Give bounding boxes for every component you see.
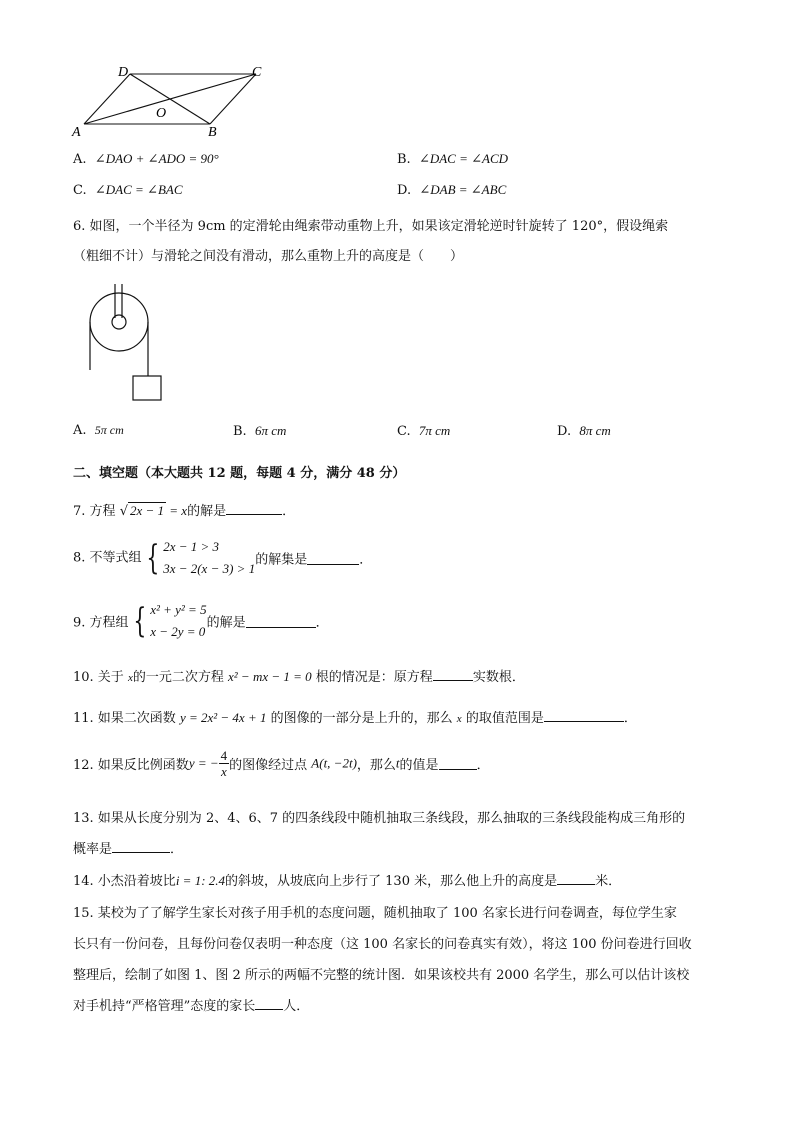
q6-line-1: 6. 如图，一个半径为 9cm 的定滑轮由绳索带动重物上升，如果该定滑轮逆时针旋转了 120°，假设绳索 — [73, 219, 669, 234]
q15-unit: 人． — [283, 999, 310, 1014]
q9-system — [150, 599, 206, 643]
q10-answer-blank — [433, 668, 473, 681]
q9-brace: { — [132, 601, 146, 641]
option-text: 8π cm — [579, 423, 611, 438]
q8-inequality-1: 2x − 1 > 3 — [163, 539, 220, 554]
option-text: ∠DAB = ∠ABC — [419, 182, 507, 197]
q8-answer-blank — [307, 552, 359, 565]
q12-function-lhs: y = − — [188, 755, 219, 771]
question-8 — [73, 536, 372, 580]
q15-line-1: 15. 某校为了了解学生家长对孩子用手机的态度问题，随机抽取了 100 名家长进行问卷调查，每位学生家 — [73, 906, 677, 921]
option-text: 7π cm — [418, 423, 451, 438]
q8-suffix: 的解集是 — [255, 552, 308, 568]
q6-option-b — [233, 423, 286, 439]
q12-text-1: 12. 如果反比例函数 — [73, 758, 189, 773]
q14-text-1: 14. 小杰沿着坡比 — [73, 874, 176, 889]
q11-text-3: 的取值范围是 — [465, 711, 544, 726]
q10-text-1: 10. 关于 — [73, 670, 124, 685]
option-letter: D. — [397, 183, 412, 198]
q11-text-1: 11. 如果二次函数 — [73, 711, 176, 726]
question-10 — [73, 666, 525, 685]
q12-period: ． — [476, 758, 490, 773]
pulley-figure — [82, 282, 172, 404]
q15-line-3: 整理后，绘制了如图 1、图 2 所示的两幅不完整的统计图．如果该校共有 2000 名学生，那么可以估计该校 — [73, 968, 690, 983]
q7-suffix: 的解是 — [187, 504, 227, 519]
q7-equation-rhs: = x — [166, 503, 188, 518]
q12-variable: t — [395, 755, 400, 771]
sqrt-sign: √ — [119, 504, 128, 519]
option-letter: D. — [557, 424, 572, 439]
q12-numerator: 4 — [220, 748, 228, 763]
q13-period: ． — [170, 842, 184, 857]
question-7 — [73, 500, 295, 519]
q14-text-3: 米． — [595, 874, 622, 889]
q5-option-b — [397, 151, 508, 167]
option-letter: A. — [73, 152, 87, 167]
parallelogram-figure — [70, 62, 270, 144]
question-14 — [73, 870, 621, 889]
q11-answer-blank — [544, 709, 624, 722]
option-text: 6π cm — [254, 423, 287, 438]
q9-period: ． — [315, 615, 329, 631]
q9-answer-blank — [246, 615, 316, 628]
q9-equation-1: x² + y² = 5 — [150, 602, 207, 617]
q15-answer-blank — [255, 997, 283, 1010]
q13-answer-blank — [112, 840, 170, 853]
vertex-label-a: A — [72, 125, 81, 140]
q7-prefix: 7. 方程 — [73, 504, 116, 519]
q8-period: ． — [359, 552, 373, 568]
q7-answer-blank — [226, 502, 282, 515]
q10-text-2: 的一元二次方程 — [132, 670, 224, 685]
q5-option-a — [73, 151, 219, 167]
q6-option-a — [73, 423, 124, 438]
q8-system — [163, 536, 255, 580]
q6-line-2: （粗细不计）与滑轮之间没有滑动，那么重物上升的高度是（ ） — [73, 249, 464, 264]
option-letter: A. — [73, 423, 87, 438]
q15-text: 对手机持“严格管理”态度的家长 — [73, 999, 256, 1014]
q9-equation-2: x − 2y = 0 — [150, 624, 206, 639]
q11-period: ． — [623, 711, 637, 726]
q10-text-3: 根的情况是：原方程 — [315, 670, 433, 685]
vertex-label-d: D — [118, 65, 129, 80]
question-11 — [73, 707, 637, 726]
q7-period: ． — [282, 504, 296, 519]
option-text: 5π cm — [94, 423, 124, 437]
q12-text-2: 的图像经过点 — [229, 758, 308, 773]
question-9 — [73, 599, 329, 643]
q13-line-1: 13. 如果从长度分别为 2、4、6、7 的四条线段中随机抽取三条线段，那么抽取的三条线段能构成三角形的 — [73, 811, 686, 826]
q12-denominator: x — [221, 764, 227, 779]
q12-point: A(t, −2t) — [311, 755, 357, 771]
q10-variable: x — [127, 672, 133, 684]
q8-brace: { — [145, 538, 159, 578]
q7-radicand: 2x − 1 — [129, 503, 165, 518]
q6-option-c — [397, 423, 450, 439]
q13-text: 概率是 — [73, 842, 113, 857]
vertex-label-o: O — [156, 106, 167, 121]
option-text: ∠DAC = ∠ACD — [418, 151, 509, 166]
q11-equation: y = 2x² − 4x + 1 — [179, 710, 267, 725]
q12-text-4: 的值是 — [399, 758, 439, 773]
question-12 — [73, 748, 490, 779]
q14-text-2: 的斜坡，从坡底向上步行了 130 米，那么他上升的高度是 — [225, 874, 558, 889]
q12-answer-blank — [439, 757, 477, 770]
q14-slope-ratio: i = 1: 2.4 — [175, 873, 226, 888]
q12-text-3: ，那么 — [356, 758, 396, 773]
q14-answer-blank — [557, 872, 595, 885]
q13-line-2 — [73, 838, 183, 857]
vertex-label-c: C — [252, 65, 262, 80]
q5-option-d — [397, 182, 506, 198]
q9-prefix: 9. 方程组 — [73, 615, 129, 631]
option-letter: C. — [397, 424, 411, 439]
q11-text-2: 的图像的一部分是上升的，那么 — [270, 711, 453, 726]
option-letter: B. — [397, 152, 411, 167]
q5-option-c — [73, 182, 183, 198]
q15-line-2: 长只有一份问卷，且每份问卷仅表明一种态度（这 100 名家长的问卷真实有效），将这 100 份问卷进行回收 — [73, 937, 692, 952]
section-2-title: 二、填空题（本大题共 12 题，每题 4 分，满分 48 分） — [73, 466, 406, 481]
q9-suffix: 的解是 — [206, 615, 246, 631]
q11-variable: x — [456, 713, 462, 725]
q8-prefix: 8. 不等式组 — [73, 550, 142, 566]
option-text: ∠DAO + ∠ADO = 90° — [94, 151, 219, 166]
vertex-label-b: B — [208, 125, 217, 140]
q10-text-4: 实数根． — [472, 670, 525, 685]
q10-equation: x² − mx − 1 = 0 — [228, 669, 312, 684]
q6-option-d — [557, 423, 611, 439]
q8-inequality-2: 3x − 2(x − 3) > 1 — [163, 561, 256, 576]
option-text: ∠DAC = ∠BAC — [94, 182, 183, 197]
option-letter: B. — [233, 424, 247, 439]
q15-line-4 — [73, 995, 309, 1014]
q12-fraction — [219, 748, 230, 779]
option-letter: C. — [73, 183, 87, 198]
